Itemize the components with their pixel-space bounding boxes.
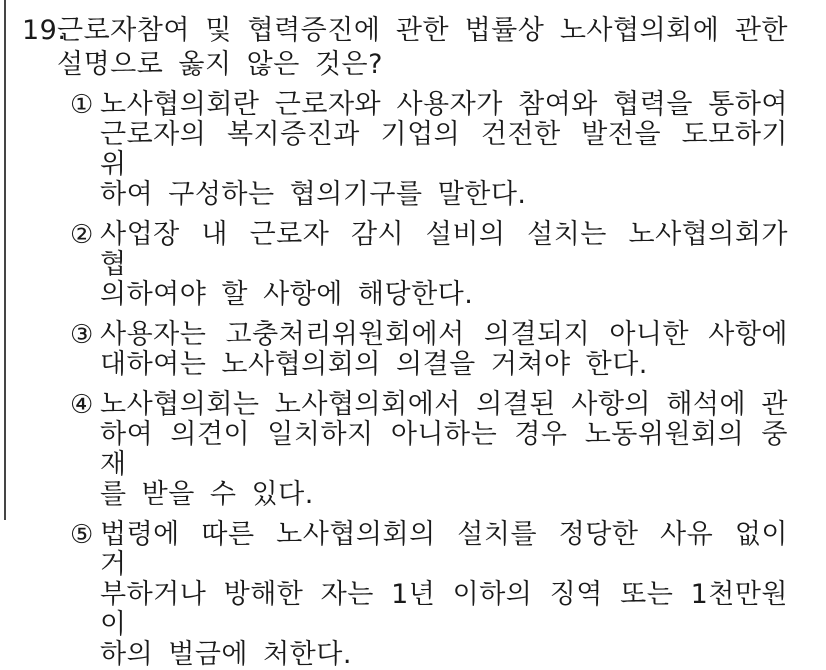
question-line: 설명으로 옳지 않은 것은? [57, 49, 383, 80]
choice-item-3 [70, 320, 788, 380]
choice-text [100, 390, 788, 510]
choice-line: 법령에 따른 노사협의회의 설치를 정당한 사유 없이 거 [100, 519, 788, 580]
choice-marker: ⑤ [70, 520, 94, 550]
question-text [57, 14, 788, 82]
choice-line: 하여 구성하는 협의기구를 말한다. [100, 179, 527, 210]
choice-marker: ① [70, 90, 94, 120]
choice-line: 하여 의견이 일치하지 아니하는 경우 노동위원회의 중재 [100, 419, 788, 480]
choice-line: 노사협의회란 근로자와 사용자가 참여와 협력을 통하여 [100, 89, 788, 120]
choice-line: 근로자의 복지증진과 기업의 건전한 발전을 도모하기 위 [100, 119, 788, 180]
choice-item-2 [70, 220, 788, 310]
choice-line: 사용자는 고충처리위원회에서 의결되지 아니한 사항에 [100, 319, 788, 350]
choice-line: 하의 벌금에 처한다. [100, 639, 352, 670]
choice-marker: ④ [70, 390, 94, 420]
choice-line: 대하여는 노사협의회의 의결을 거쳐야 한다. [100, 349, 648, 380]
column-divider-rule [4, 0, 6, 520]
choice-text [100, 520, 788, 670]
choice-line: 사업장 내 근로자 감시 설비의 설치는 노사협의회가 협 [100, 219, 788, 280]
choice-marker: ② [70, 220, 94, 250]
choice-line: 의하여야 할 사항에 해당한다. [100, 279, 474, 310]
question-content [22, 14, 788, 670]
choice-marker: ③ [70, 320, 94, 350]
question-block [22, 14, 788, 82]
choice-text [100, 320, 788, 380]
choice-item-4 [70, 390, 788, 510]
question-line: 근로자참여 및 협력증진에 관한 법률상 노사협의회에 관한 [57, 15, 788, 46]
choice-item-1 [70, 90, 788, 210]
choice-line: 노사협의회는 노사협의회에서 의결된 사항의 해석에 관 [100, 389, 788, 420]
choice-text [100, 90, 788, 210]
question-number: 19. [22, 15, 67, 46]
choice-line: 를 받을 수 있다. [100, 479, 314, 510]
choice-line: 부하거나 방해한 자는 1년 이하의 징역 또는 1천만원 이 [100, 579, 788, 640]
choice-item-5 [70, 520, 788, 670]
choice-text [100, 220, 788, 310]
